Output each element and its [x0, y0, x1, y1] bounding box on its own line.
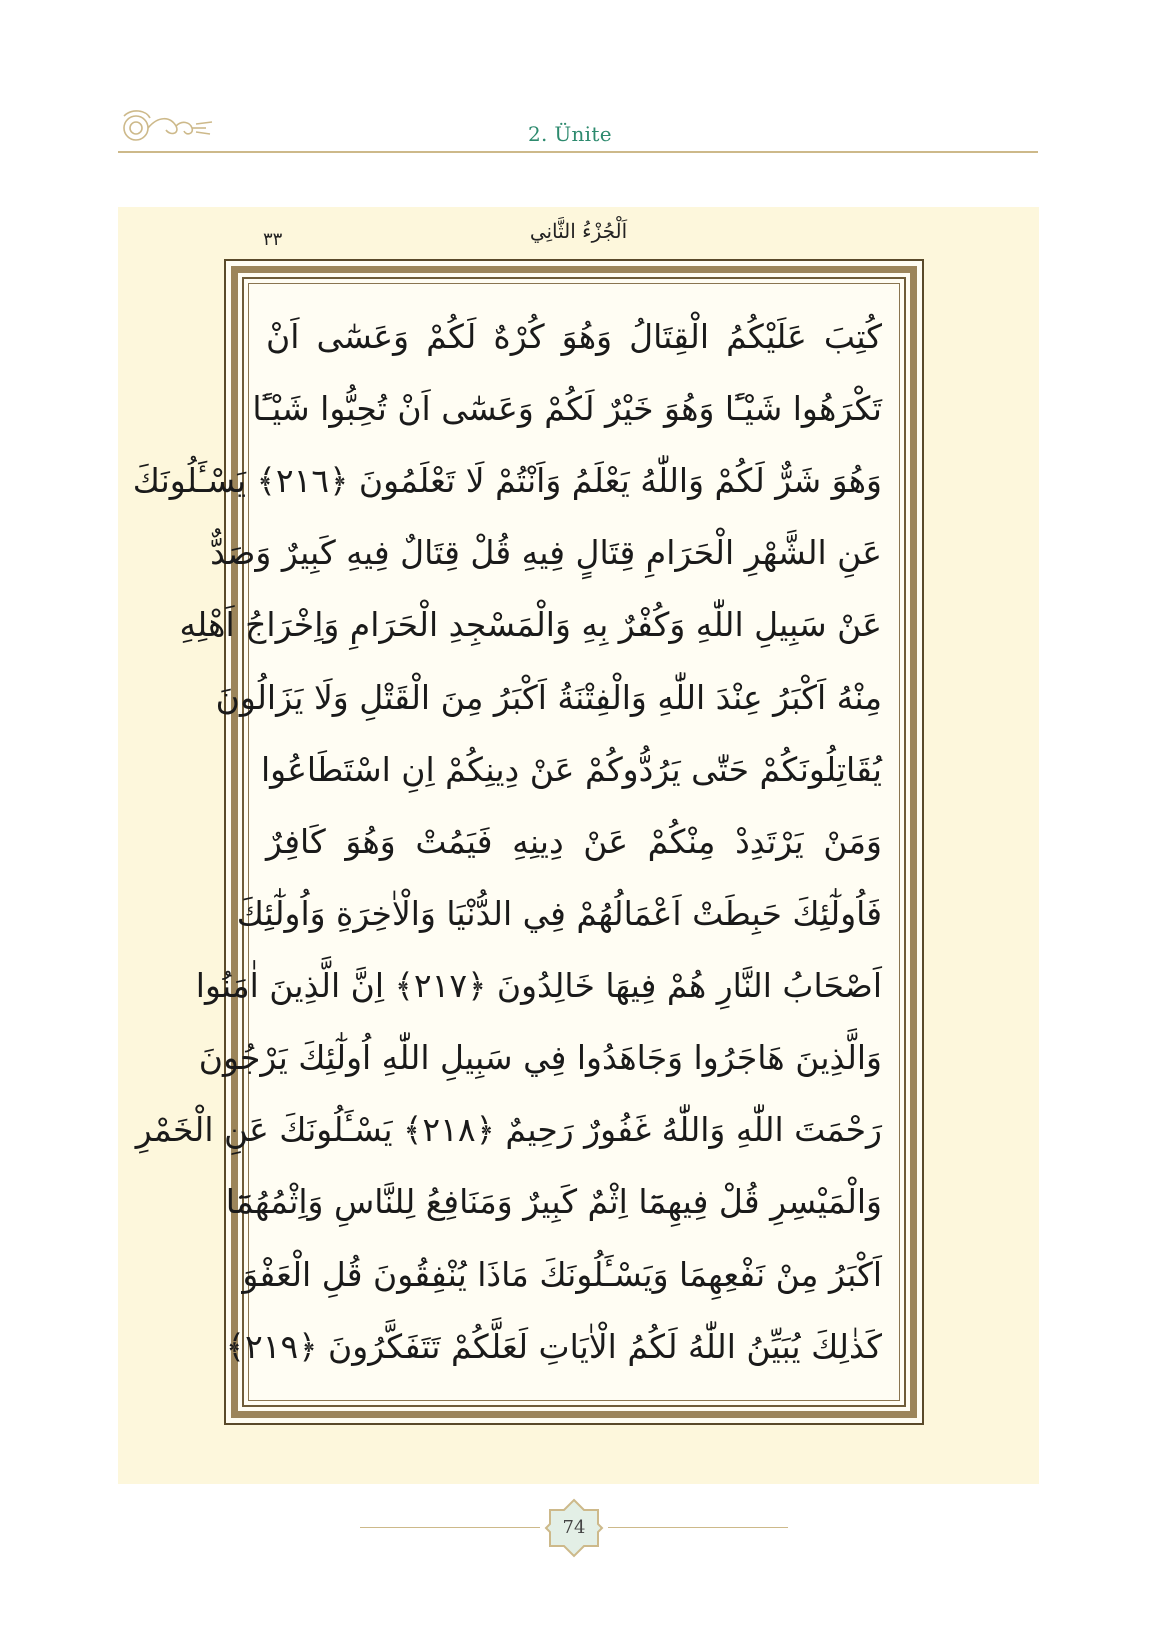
text-line: يُقَاتِلُونَكُمْ حَتّٰى يَرُدُّوكُمْ عَنْ دِينِكُمْ اِنِ اسْتَطَاعُوا — [260, 749, 882, 789]
text-line: عَنْ سَبِيلِ اللّٰهِ وَكُفْرٌ بِهِ وَالْمَسْجِدِ الْحَرَامِ وَاِخْرَاجُ اَهْلِهِ — [179, 605, 882, 645]
text-line: وَالْمَيْسِرِ قُلْ فِيهِمَٓا اِثْمٌ كَبِيرٌ وَمَنَافِعُ لِلنَّاسِ وَاِثْمُهُمَٓا — [225, 1182, 882, 1222]
text-line: رَحْمَتَ اللّٰهِ وَاللّٰهُ غَفُورٌ رَحِيمٌ ﴿٢١٨﴾ يَسْـَٔلُونَكَ عَنِ الْخَمْرِ — [135, 1110, 882, 1150]
ornamental-frame — [132, 259, 924, 1425]
mushaf-panel — [118, 207, 1039, 1484]
quran-text-block — [132, 301, 882, 1383]
text-line: اَصْحَابُ النَّارِ هُمْ فِيهَا خَالِدُونَ ﴿٢١٧﴾ اِنَّ الَّذِينَ اٰمَنُوا — [195, 966, 882, 1006]
text-line: تَكْرَهُوا شَيْـًٔا وَهُوَ خَيْرٌ لَكُمْ وَعَسٰٓى اَنْ تُحِبُّوا شَيْـًٔا — [252, 389, 882, 429]
juz-title: اَلْجُزْءُ الثَّانِي — [529, 219, 628, 243]
text-line: عَنِ الشَّهْرِ الْحَرَامِ قِتَالٍ فِيهِ قُلْ قِتَالٌ فِيهِ كَبِيرٌ وَصَدٌّ — [210, 533, 882, 573]
text-line: وَمَنْ يَرْتَدِدْ مِنْكُمْ عَنْ دِينِهِ فَيَمُتْ وَهُوَ كَافِرٌ — [266, 821, 882, 861]
page-number: 74 — [562, 1517, 586, 1538]
page-number-badge — [544, 1498, 604, 1558]
header-rule — [118, 151, 1038, 153]
page-footer — [0, 1488, 1152, 1568]
text-line: اَكْبَرُ مِنْ نَفْعِهِمَا وَيَسْـَٔلُونَكَ مَاذَا يُنْفِقُونَ قُلِ الْعَفْوَ — [242, 1254, 882, 1294]
arabic-page-number: ٣٣ — [263, 229, 283, 250]
text-line: وَهُوَ شَرٌّ لَكُمْ وَاللّٰهُ يَعْلَمُ وَاَنْتُمْ لَا تَعْلَمُونَ ﴿٢١٦﴾ يَسْـَٔلُونَكَ — [132, 461, 882, 501]
text-line: كُتِبَ عَلَيْكُمُ الْقِتَالُ وَهُوَ كُرْهٌ لَكُمْ وَعَسٰٓى اَنْ — [266, 316, 882, 356]
text-line: وَالَّذِينَ هَاجَرُوا وَجَاهَدُوا فِي سَبِيلِ اللّٰهِ اُولٰٓئِكَ يَرْجُونَ — [198, 1038, 882, 1078]
text-line: فَاُولٰٓئِكَ حَبِطَتْ اَعْمَالُهُمْ فِي الدُّنْيَا وَالْاٰخِرَةِ وَاُولٰٓئِكَ — [236, 893, 882, 933]
flourish-ornament-icon — [118, 106, 218, 150]
text-line: كَذٰلِكَ يُبَيِّنُ اللّٰهُ لَكُمُ الْاٰيَاتِ لَعَلَّكُمْ تَتَفَكَّرُونَ ﴿٢١٩﴾ — [225, 1326, 882, 1366]
footer-rule-right — [608, 1527, 788, 1528]
page-header — [118, 100, 1038, 156]
unit-title: 2. Ünite — [528, 122, 612, 146]
text-line: مِنْهُ اَكْبَرُ عِنْدَ اللّٰهِ وَالْفِتْنَةُ اَكْبَرُ مِنَ الْقَتْلِ وَلَا يَزَالُونَ — [215, 677, 882, 717]
footer-rule-left — [360, 1527, 540, 1528]
